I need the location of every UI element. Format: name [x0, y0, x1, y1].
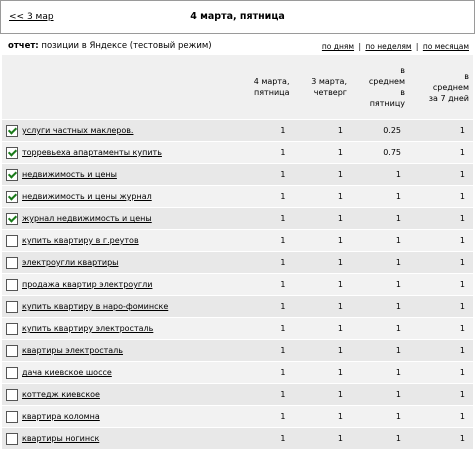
position-value-cell: 1	[236, 296, 294, 318]
position-value-cell: 1	[294, 186, 352, 208]
period-by-days-link[interactable]: по дням	[321, 42, 355, 51]
keyword-link[interactable]: услуги частных маклеров.	[22, 126, 134, 135]
position-value-cell: 1	[236, 164, 294, 186]
keyword-cell	[22, 406, 236, 428]
position-value-cell: 1	[294, 142, 352, 164]
position-value-cell: 1	[294, 208, 352, 230]
row-checkbox-cell	[2, 208, 22, 230]
table-row	[2, 384, 473, 406]
position-value-cell: 1	[236, 252, 294, 274]
keyword-cell	[22, 120, 236, 142]
keyword-cell	[22, 340, 236, 362]
checkbox-column-header	[2, 55, 22, 120]
keyword-link[interactable]: купить квартиру в г.реутов	[22, 236, 139, 245]
column-header-today	[236, 55, 294, 120]
position-value-cell: 1	[236, 340, 294, 362]
position-value-cell: 1	[409, 406, 473, 428]
position-value-cell: 1	[236, 230, 294, 252]
table-row	[2, 186, 473, 208]
row-checkbox-cell	[2, 340, 22, 362]
position-value-cell: 1	[351, 230, 409, 252]
keyword-link[interactable]: недвижимость и цены журнал	[22, 192, 152, 201]
row-checkbox-cell	[2, 274, 22, 296]
position-value-cell: 1	[409, 230, 473, 252]
keyword-cell	[22, 208, 236, 230]
column-header-yesterday	[294, 55, 352, 120]
header-line: 3 марта,	[311, 77, 347, 86]
position-value-cell: 1	[351, 406, 409, 428]
position-value-cell: 1	[351, 186, 409, 208]
period-by-months-link[interactable]: по месяцам	[422, 42, 469, 51]
keyword-link[interactable]: дача киевское шоссе	[22, 368, 112, 377]
keyword-checkbox[interactable]	[6, 257, 18, 269]
row-checkbox-cell	[2, 318, 22, 340]
keyword-link[interactable]: электроугли квартиры	[22, 258, 119, 267]
table-row	[2, 318, 473, 340]
table-row	[2, 142, 473, 164]
position-value-cell: 1	[294, 274, 352, 296]
column-header-week-average	[409, 55, 473, 120]
keyword-cell	[22, 318, 236, 340]
period-switcher	[322, 42, 469, 51]
keyword-cell	[22, 230, 236, 252]
position-value-cell: 1	[409, 186, 473, 208]
keyword-checkbox[interactable]	[6, 389, 18, 401]
positions-table	[2, 55, 473, 449]
position-value-cell: 1	[294, 296, 352, 318]
keyword-checkbox[interactable]	[6, 169, 18, 181]
header-line: в	[400, 66, 406, 75]
position-value-cell: 1	[351, 274, 409, 296]
header-line: пятницу	[369, 99, 406, 108]
position-value-cell: 1	[294, 384, 352, 406]
position-value-cell: 1	[236, 208, 294, 230]
position-value-cell: 1	[236, 274, 294, 296]
position-value-cell: 1	[351, 428, 409, 450]
position-value-cell: 1	[294, 406, 352, 428]
row-checkbox-cell	[2, 186, 22, 208]
position-value-cell: 1	[294, 252, 352, 274]
keyword-checkbox[interactable]	[6, 213, 18, 225]
position-value-cell: 1	[409, 296, 473, 318]
position-value-cell: 1	[351, 164, 409, 186]
header-line: 4 марта,	[253, 77, 290, 86]
page-title: 4 марта, пятница	[190, 11, 285, 22]
position-value-cell: 1	[236, 406, 294, 428]
table-row	[2, 208, 473, 230]
position-value-cell: 1	[409, 318, 473, 340]
header-line: за 7 дней	[428, 93, 469, 103]
keyword-cell	[22, 252, 236, 274]
position-value-cell: 1	[294, 362, 352, 384]
keyword-checkbox[interactable]	[6, 235, 18, 247]
keyword-link[interactable]: купить квартиру в наро-фоминске	[22, 302, 169, 311]
position-value-cell: 0.25	[351, 120, 409, 142]
position-value-cell: 1	[409, 164, 473, 186]
keyword-checkbox[interactable]	[6, 323, 18, 335]
column-header-friday-average	[351, 55, 409, 120]
table-row	[2, 164, 473, 186]
report-bar	[0, 39, 475, 55]
position-value-cell: 0.75	[351, 142, 409, 164]
table-header-row	[2, 55, 473, 120]
position-value-cell: 1	[351, 252, 409, 274]
position-value-cell: 1	[236, 362, 294, 384]
row-checkbox-cell	[2, 142, 22, 164]
header-line: в	[464, 71, 469, 81]
row-checkbox-cell	[2, 362, 22, 384]
keyword-cell	[22, 428, 236, 450]
keyword-link[interactable]: журнал недвижимость и цены	[22, 214, 152, 223]
position-value-cell: 1	[409, 362, 473, 384]
header-line: в	[400, 88, 406, 97]
keyword-link[interactable]: коттедж киевское	[22, 390, 100, 399]
position-value-cell: 1	[351, 208, 409, 230]
position-value-cell: 1	[236, 318, 294, 340]
keyword-checkbox[interactable]	[6, 411, 18, 423]
position-value-cell: 1	[236, 384, 294, 406]
header-line: пятница	[254, 88, 290, 97]
position-value-cell: 1	[351, 340, 409, 362]
position-value-cell: 1	[409, 384, 473, 406]
position-value-cell: 1	[294, 318, 352, 340]
keyword-checkbox[interactable]	[6, 125, 18, 137]
table-row	[2, 296, 473, 318]
header-line: четверг	[313, 88, 347, 97]
table-row	[2, 230, 473, 252]
position-value-cell: 1	[351, 384, 409, 406]
keyword-checkbox[interactable]	[6, 433, 18, 445]
position-value-cell: 1	[409, 340, 473, 362]
position-value-cell: 1	[351, 318, 409, 340]
table-row	[2, 120, 473, 142]
position-value-cell: 1	[409, 252, 473, 274]
row-checkbox-cell	[2, 406, 22, 428]
keyword-checkbox[interactable]	[6, 191, 18, 203]
row-checkbox-cell	[2, 120, 22, 142]
keyword-checkbox[interactable]	[6, 367, 18, 379]
keyword-link[interactable]: купить квартиру электросталь	[22, 324, 154, 333]
keyword-checkbox[interactable]	[6, 301, 18, 313]
row-checkbox-cell	[2, 252, 22, 274]
row-checkbox-cell	[2, 164, 22, 186]
position-value-cell: 1	[294, 120, 352, 142]
position-value-cell: 1	[236, 428, 294, 450]
keyword-link[interactable]: торревьеха апартаменты купить	[22, 148, 162, 157]
keyword-link[interactable]: недвижимость и цены	[22, 170, 117, 179]
row-checkbox-cell	[2, 428, 22, 450]
keyword-cell	[22, 384, 236, 406]
row-checkbox-cell	[2, 384, 22, 406]
position-value-cell: 1	[409, 428, 473, 450]
position-value-cell: 1	[294, 340, 352, 362]
keyword-cell	[22, 362, 236, 384]
position-value-cell: 1	[351, 296, 409, 318]
position-value-cell: 1	[351, 362, 409, 384]
header-line: среднем	[368, 77, 406, 86]
row-checkbox-cell	[2, 230, 22, 252]
position-value-cell: 1	[236, 120, 294, 142]
keyword-cell	[22, 296, 236, 318]
table-row	[2, 362, 473, 384]
keyword-link[interactable]: квартиры электросталь	[22, 346, 124, 355]
keyword-checkbox[interactable]	[6, 345, 18, 357]
prev-day-link[interactable]: << 3 мар	[9, 12, 54, 22]
period-separator: |	[415, 42, 419, 51]
report-label-text: позиции в Яндексе (тестовый режим)	[38, 41, 212, 51]
position-value-cell: 1	[409, 274, 473, 296]
report-label	[8, 41, 212, 51]
keyword-link[interactable]: квартира коломна	[22, 412, 100, 421]
keyword-column-header	[22, 55, 236, 120]
keyword-link[interactable]: квартиры ногинск	[22, 434, 100, 443]
position-value-cell: 1	[294, 230, 352, 252]
position-value-cell: 1	[236, 186, 294, 208]
position-value-cell: 1	[409, 120, 473, 142]
report-label-prefix: отчет:	[8, 41, 39, 51]
period-by-weeks-link[interactable]: по неделям	[365, 42, 412, 51]
keyword-link[interactable]: продажа квартир электроугли	[22, 280, 153, 289]
position-value-cell: 1	[409, 142, 473, 164]
period-separator: |	[358, 42, 361, 51]
keyword-cell	[22, 186, 236, 208]
position-value-cell: 1	[294, 164, 352, 186]
table-row	[2, 340, 473, 362]
day-navigation-bar	[0, 0, 475, 34]
row-checkbox-cell	[2, 296, 22, 318]
keyword-cell	[22, 274, 236, 296]
keyword-cell	[22, 142, 236, 164]
position-value-cell: 1	[409, 208, 473, 230]
keyword-cell	[22, 164, 236, 186]
keyword-checkbox[interactable]	[6, 279, 18, 291]
position-value-cell: 1	[236, 142, 294, 164]
table-row	[2, 406, 473, 428]
keyword-checkbox[interactable]	[6, 147, 18, 159]
table-row	[2, 274, 473, 296]
position-value-cell: 1	[294, 428, 352, 450]
table-row	[2, 428, 473, 450]
table-row	[2, 252, 473, 274]
header-line: среднем	[432, 82, 469, 92]
